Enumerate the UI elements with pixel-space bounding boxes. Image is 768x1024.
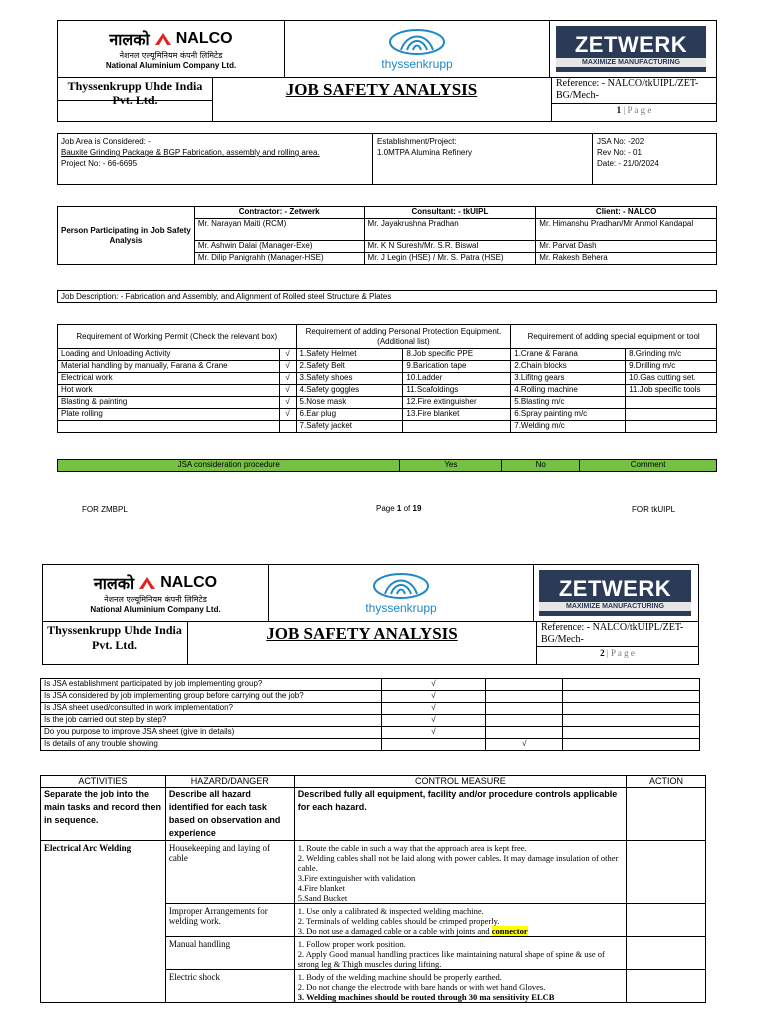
equipment-item: 9.Drilling m/c <box>626 361 717 373</box>
jsa-checklist-table <box>40 678 700 751</box>
procedure-bar <box>57 459 717 472</box>
action-cell <box>627 937 706 970</box>
nalco-hindi-subtitle: नेशनल एल्यूमिनियम कंपनी लिमिटेड <box>104 595 207 604</box>
hazard-analysis-table <box>40 775 706 1003</box>
checklist-question: Is JSA sheet used/consulted in work implementation? <box>41 703 382 715</box>
ppe-item: 10.Ladder <box>403 373 511 385</box>
measure-line: 1. Use only a calibrated & inspected welding machine. <box>297 906 484 916</box>
checklist-question: Is the job carried out step by step? <box>41 715 382 727</box>
action-header: ACTION <box>627 776 706 788</box>
thyssenkrupp-arch-icon <box>387 28 447 56</box>
permit-item: Hot work <box>58 385 280 397</box>
equipment-item: 2.Chain blocks <box>511 361 626 373</box>
equipment-item: 6.Spray painting m/c <box>511 409 626 421</box>
checklist-question: Do you purpose to improve JSA sheet (give in details) <box>41 727 382 739</box>
measure-line: 2. Welding cables shall not be laid along with power cables. It may damage insulation of other cable. <box>297 853 619 873</box>
table-row <box>58 421 717 433</box>
ppe-item: 8.Job specific PPE <box>403 349 511 361</box>
check-yes-icon: √ <box>381 679 486 691</box>
permit-check-icon <box>279 421 296 433</box>
measure-line <box>298 926 623 936</box>
control-measures <box>294 970 626 1003</box>
revision-number: Rev No: - 01 <box>597 148 642 157</box>
action-cell <box>627 970 706 1003</box>
measure-line: 3. Welding machines should be routed through 30 ma sensitivity ELCB <box>297 992 555 1002</box>
page-number-box <box>551 105 717 115</box>
client-header: Client: - NALCO <box>536 207 717 219</box>
permit-check-icon: √ <box>279 409 296 421</box>
equipment-item: 1.Crane & Farana <box>511 349 626 361</box>
page-title-text: JOB SAFETY ANALYSIS <box>285 80 478 99</box>
measure-line: 1. Route the cable in such a way that the approach area is kept free. <box>297 843 527 853</box>
hazard-header: HAZARD/DANGER <box>165 776 294 788</box>
job-area-label: Job Area is Considered: - <box>61 137 151 146</box>
equipment-item: 7.Welding m/c <box>511 421 626 433</box>
permit-check-icon: √ <box>279 397 296 409</box>
check-no-icon: √ <box>486 739 563 751</box>
page-word: | P a g e <box>606 648 635 658</box>
nalco-brand-text: NALCO <box>160 574 218 591</box>
activity-name: Electrical Arc Welding <box>41 841 166 1003</box>
table-row <box>58 373 717 385</box>
ppe-item: 6.Ear plug <box>296 409 403 421</box>
client-person: Mr. Rakesh Behera <box>536 253 717 265</box>
divider <box>551 103 717 104</box>
check-yes-icon: √ <box>381 691 486 703</box>
table-row <box>58 385 717 397</box>
table-row <box>41 841 706 904</box>
divider <box>187 622 188 665</box>
contractor-person: Mr. Dilip Panigrahh (Manager-HSE) <box>194 253 364 265</box>
equipment-header: Requirement of adding special equipment or tool <box>511 325 717 349</box>
table-row <box>41 739 700 751</box>
client-person: Mr. Parvat Dash <box>536 241 717 253</box>
nalco-emblem-icon <box>154 32 172 46</box>
action-cell <box>627 904 706 937</box>
table-row <box>41 691 700 703</box>
ppe-item: 2.Safety Belt <box>296 361 403 373</box>
nalco-hindi-text: नालको <box>109 30 150 49</box>
measure-line: 5.Sand Bucket <box>297 893 348 903</box>
establishment-value: 1.0MTPA Alumina Refinery <box>377 148 473 157</box>
equipment-item <box>626 397 717 409</box>
measure-line: 2. Terminals of welding cables should be crimped properly. <box>297 916 500 926</box>
equipment-item: 3.Lifitng gears <box>511 373 626 385</box>
establishment-label: Establishment/Project: <box>377 137 457 146</box>
reference-text: Reference: - NALCO/tkUIPL/ZET-BG/Mech- <box>556 78 699 101</box>
equipment-item <box>626 421 717 433</box>
company-name: Thyssenkrupp Uhde India Pvt. Ltd. <box>67 79 203 107</box>
zetwerk-logo <box>539 570 691 616</box>
page-title <box>214 80 549 100</box>
divider <box>268 564 269 622</box>
zetwerk-tagline: MAXIMIZE MANUFACTURING <box>556 58 706 67</box>
procedure-label: JSA consideration procedure <box>58 460 400 472</box>
check-no-icon <box>486 691 563 703</box>
procedure-yes: Yes <box>400 460 502 472</box>
ppe-item: 3.Safety shoes <box>296 373 403 385</box>
job-description <box>57 290 717 303</box>
thyssenkrupp-logo <box>270 568 532 618</box>
check-no-icon <box>486 703 563 715</box>
permit-item: Electrical work <box>58 373 280 385</box>
checklist-comment <box>563 703 700 715</box>
highlighted-word: connector <box>491 926 528 936</box>
table-row <box>58 361 717 373</box>
permit-check-icon: √ <box>279 361 296 373</box>
permit-check-icon: √ <box>279 349 296 361</box>
hazard-name: Manual handling <box>165 937 294 970</box>
page-number-box <box>536 648 699 658</box>
jsa-number: JSA No: -202 <box>597 137 645 146</box>
check-yes-icon: √ <box>381 715 486 727</box>
check-no-icon <box>486 679 563 691</box>
measure-line: 2. Apply Good manual handling practices like maintaining natural shape of spine & use of strong leg & Thigh muscles during lifting. <box>297 949 605 969</box>
footer-right: FOR tkUIPL <box>632 505 676 514</box>
equipment-item <box>626 409 717 421</box>
divider <box>212 78 213 122</box>
permit-item <box>58 421 280 433</box>
ppe-item: 4.Safety goggles <box>296 385 403 397</box>
action-cell <box>627 788 706 841</box>
nalco-english-subtitle: National Aluminium Company Ltd. <box>105 61 237 70</box>
jsa-meta-cell <box>597 136 715 169</box>
ppe-item: 11.Scafoldings <box>403 385 511 397</box>
divider <box>536 622 537 665</box>
job-description-text: Job Description: - Fabrication and Assembly, and Alignment of Rolled steel Structure & Plates <box>61 292 392 301</box>
page-number: 2 <box>600 648 605 658</box>
checklist-comment <box>563 715 700 727</box>
divider <box>533 564 534 622</box>
activities-header: ACTIVITIES <box>41 776 166 788</box>
ppe-item: 5.Nose mask <box>296 397 403 409</box>
zetwerk-wordmark: ZETWERK <box>558 575 672 601</box>
equipment-item: 11.Job specific tools <box>626 385 717 397</box>
consultant-person: Mr. Jayakrushna Pradhan <box>364 219 536 241</box>
thyssenkrupp-arch-icon <box>371 572 431 600</box>
table-row <box>41 679 700 691</box>
zetwerk-wordmark: ZETWERK <box>574 31 688 57</box>
page-title-text: JOB SAFETY ANALYSIS <box>266 624 458 643</box>
footer-page-prefix: Page <box>376 504 395 513</box>
table-row <box>41 715 700 727</box>
client-person: Mr. Himanshu Pradhan/Mr Anmol Kandapal <box>536 219 717 241</box>
footer-page-current: 1 <box>396 504 402 513</box>
control-measures <box>294 937 626 970</box>
job-area-value: Bauxite Grinding Package & BGP Fabrication, assembly and rolling area. <box>61 148 320 157</box>
ppe-item: 9.Barication tape <box>403 361 511 373</box>
document-date: Date: - 21/0/2024 <box>597 159 659 168</box>
zetwerk-tagline: MAXIMIZE MANUFACTURING <box>539 602 691 611</box>
ppe-item: 7.Safety jacket <box>296 421 403 433</box>
checklist-comment <box>563 691 700 703</box>
checklist-comment <box>563 727 700 739</box>
company-name: Thyssenkrupp Uhde India Pvt. Ltd. <box>47 623 182 652</box>
page-title <box>189 624 535 644</box>
permit-item: Plate rolling <box>58 409 280 421</box>
equipment-item: 4.Rolling machine <box>511 385 626 397</box>
page-number: 1 <box>616 105 622 115</box>
permit-item: Material handling by manually, Farana & Crane <box>58 361 280 373</box>
project-number: Project No: - 66-6695 <box>61 159 138 168</box>
control-measures <box>294 904 626 937</box>
establishment-cell <box>377 136 587 158</box>
contractor-person: Mr. Narayan Maiti (RCM) <box>194 219 364 241</box>
nalco-logo <box>45 568 266 618</box>
activities-description: Separate the job into the main tasks and record then in sequence. <box>41 788 166 841</box>
job-area-cell <box>61 136 371 169</box>
hazard-name: Improper Arrangements for welding work. <box>165 904 294 937</box>
footer-page <box>376 504 421 513</box>
divider <box>536 646 699 647</box>
control-description: Described fully all equipment, facility and/or procedure controls applicable for each hazard. <box>294 788 626 841</box>
table-row <box>58 397 717 409</box>
table-row <box>58 409 717 421</box>
divider <box>372 133 373 185</box>
measure-line: 1. Body of the welding machine should be properly earthed. <box>297 972 502 982</box>
measure-line: 1. Follow proper work position. <box>297 939 406 949</box>
nalco-brand-text: NALCO <box>175 30 233 47</box>
ppe-item: 12.Fire extinguisher <box>403 397 511 409</box>
procedure-comment: Comment <box>580 460 717 472</box>
measure-line: 3.Fire extinguisher with validation <box>297 873 416 883</box>
contractor-person: Mr. Ashwin Dalai (Manager-Exe) <box>194 241 364 253</box>
divider <box>592 133 593 185</box>
equipment-item: 8.Grinding m/c <box>626 349 717 361</box>
permit-check-icon: √ <box>279 373 296 385</box>
check-no-icon <box>486 715 563 727</box>
permit-item: Blasting & painting <box>58 397 280 409</box>
measure-text: 3. Do not use a damaged cable or a cable with joints and <box>297 926 490 936</box>
thyssenkrupp-wordmark: thyssenkrupp <box>365 600 437 615</box>
ppe-item <box>403 421 511 433</box>
action-cell <box>627 841 706 904</box>
page-word: | P a g e <box>623 105 652 115</box>
footer-page-total: 19 <box>412 504 422 513</box>
ppe-header: Requirement of adding Personal Protection Equipment. (Additional list) <box>296 325 511 349</box>
consultant-person: Mr. K N Suresh/Mr. S.R. Biswal <box>364 241 536 253</box>
checklist-comment <box>563 679 700 691</box>
ppe-item: 13.Fire blanket <box>403 409 511 421</box>
hazard-name: Electric shock <box>165 970 294 1003</box>
check-yes-icon <box>381 739 486 751</box>
checklist-question: Is JSA establishment participated by job implementing group? <box>41 679 382 691</box>
permit-item: Loading and Unloading Activity <box>58 349 280 361</box>
table-row <box>41 727 700 739</box>
nalco-logo <box>60 24 282 74</box>
nalco-english-subtitle: National Aluminium Company Ltd. <box>90 605 221 614</box>
footer-page-of: of <box>403 504 411 513</box>
contractor-header: Contractor: - Zetwerk <box>194 207 364 219</box>
check-no-icon <box>486 727 563 739</box>
hazard-description: Describe all hazard identified for each task based on observation and experience <box>165 788 294 841</box>
divider <box>549 20 550 78</box>
equipment-item: 10.Gas cutting set. <box>626 373 717 385</box>
persons-table <box>57 206 717 265</box>
measure-line: 4.Fire blanket <box>297 883 345 893</box>
zetwerk-logo <box>556 26 706 72</box>
check-yes-icon: √ <box>381 703 486 715</box>
checklist-comment <box>563 739 700 751</box>
control-measure-header: CONTROL MEASURE <box>294 776 626 788</box>
consultant-person: Mr. J Legin (HSE) / Mr. S. Patra (HSE) <box>364 253 536 265</box>
nalco-hindi-text: नालको <box>93 574 135 593</box>
footer-left: FOR ZMBPL <box>82 505 128 514</box>
table-row <box>41 703 700 715</box>
persons-label: Person Participating in Job Safety Analysis <box>58 207 195 265</box>
divider <box>284 20 285 78</box>
hazard-name: Housekeeping and laying of cable <box>165 841 294 904</box>
procedure-no: No <box>502 460 580 472</box>
permit-header: Requirement of Working Permit (Check the relevant box) <box>58 325 297 349</box>
measure-line: 2. Do not change the electrode with bare hands or with wet hand Gloves. <box>297 982 546 992</box>
nalco-hindi-subtitle: नेशनल एल्यूमिनियम कंपनी लिमिटेड <box>119 51 223 60</box>
nalco-emblem-icon <box>138 576 156 590</box>
thyssenkrupp-wordmark: thyssenkrupp <box>381 56 453 71</box>
permit-check-icon: √ <box>279 385 296 397</box>
checklist-question: Is JSA considered by job implementing group before carrying out the job? <box>41 691 382 703</box>
reference-text: Reference: - NALCO/tkUIPL/ZET-BG/Mech- <box>541 622 684 645</box>
divider <box>551 78 552 122</box>
table-row <box>58 349 717 361</box>
control-measures <box>294 841 626 904</box>
equipment-item: 5.Blasting m/c <box>511 397 626 409</box>
requirements-table <box>57 324 717 433</box>
thyssenkrupp-logo <box>286 24 548 74</box>
consultant-header: Consultant: - tkUIPL <box>364 207 536 219</box>
ppe-item: 1.Safety Helmet <box>296 349 403 361</box>
check-yes-icon: √ <box>381 727 486 739</box>
checklist-question: Is details of any trouble showing <box>41 739 382 751</box>
